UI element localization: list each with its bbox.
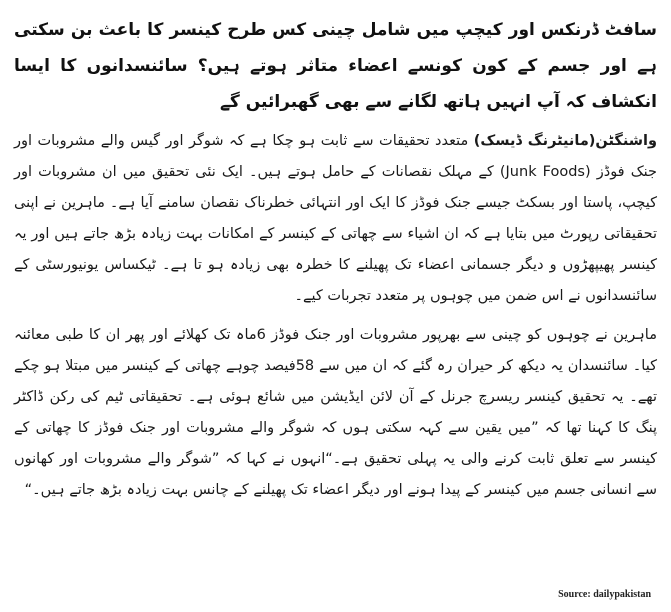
article (14, 12, 657, 514)
dateline: واشنگٹن(مانیٹرنگ ڈیسک) (473, 133, 657, 149)
source-credit: Source: dailypakistan (558, 589, 651, 600)
paragraph-1-body: متعدد تحقیقات سے ثابت ہو چکا ہے کہ شوگر اور گیس والے مشروبات اور جنک فوڈز (Junk Foods) کے مہلک نقصانات کے حامل ہوتے ہیں۔ ایک نئی تحقیق میں ان مشروبات اور کیچپ، پاستا اور بسکٹ جیسے جنک فوڈز کا ایک اور انتہائی خطرناک نقصان سامنے آیا ہے۔ ماہرین نے اپنی تحقیقاتی رپورٹ میں بتایا ہے کہ ان اشیاء سے چھاتی کے کینسر کے امکانات بہت زیادہ بڑھ جاتے ہیں اور یہ کینسر پھیپھڑوں و دیگر جسمانی اعضاء تک پھیلنے کا خطرہ بھی زیادہ ہو تا ہے۔ ٹیکساس یونیورسٹی کے سائنسدانوں نے اس ضمن میں چوہوں پر متعدد تجربات کیے۔ (14, 133, 658, 304)
article-headline: سافٹ ڈرنکس اور کیچپ میں شامل چینی کس طرح کینسر کا باعث بن سکتی ہے اور جسم کے کون کونسے اعضاء متاثر ہوتے ہیں؟ سائنسدانوں کا ایسا انکشاف کہ آپ انہیں ہاتھ لگانے سے بھی گھبرائیں گے (14, 20, 657, 112)
article-paragraph-1 (14, 126, 657, 312)
article-paragraph-2: ماہرین نے چوہوں کو چینی سے بھرپور مشروبات اور جنک فوڈز 6ماہ تک کھلائے اور پھر ان کا طبی معائنہ کیا۔ سائنسدان یہ دیکھ کر حیران رہ گئے کہ ان میں سے 58فیصد چوہے چھاتی کے کینسر میں مبتلا ہو چکے تھے۔ یہ تحقیق کینسر ریسرچ جرنل کے آن لائن ایڈیشن میں شائع ہوئی ہے۔ تحقیقاتی ٹیم کی رکن ڈاکٹر پنگ کا کہنا تھا کہ ”میں یقین سے کہہ سکتی ہوں کہ شوگر والے مشروبات اور جنک فوڈز کا چھاتی کے کینسر سے تعلق ثابت کرنے والی یہ پہلی تحقیق ہے۔“انہوں نے کہا کہ ”شوگر والے مشروبات اور کھانوں سے انسانی جسم میں کینسر کے پیدا ہونے اور دیگر اعضاء تک پھیلنے کے چانس بہت زیادہ بڑھ جاتے ہیں۔“ (14, 327, 657, 498)
